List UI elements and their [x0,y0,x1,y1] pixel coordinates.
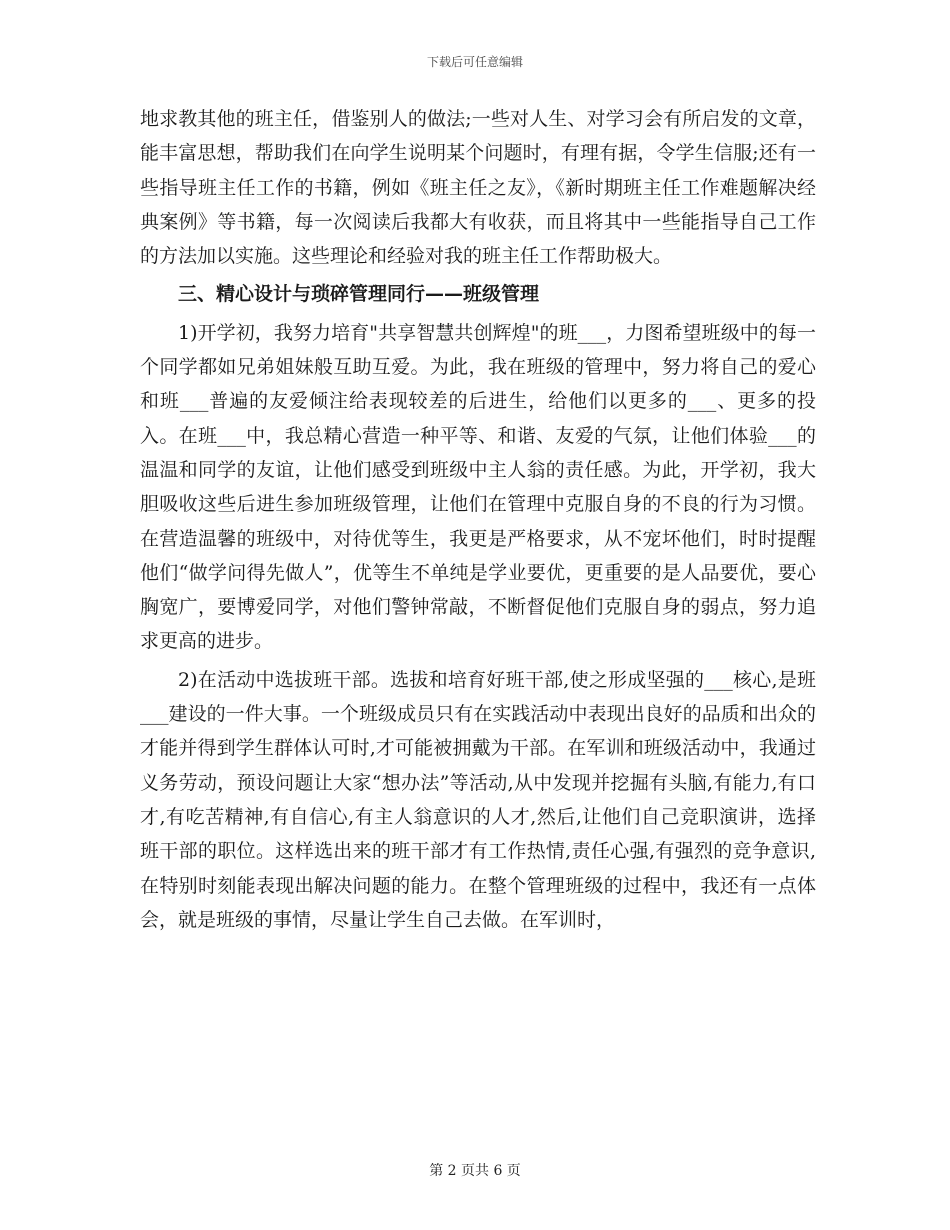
page-header: 下载后可任意编辑 [426,55,523,69]
paragraph-class-cadre: 2)在活动中选拔班干部。选拔和培育好班干部,使之形成坚强的___核心,是班___建设的一件大事。一个班级成员只有在实践活动中表现出良好的品质和出众的才能并得到学生群体认可时,才可能被拥戴为干部。在军训和班级活动中，我通过义务劳动，预设问题让大家“想办法”等活动,从中发现并挖掘有头脑,有能力,有口才,有吃苦精神,有自信心,有主人翁意识的人才,然后,让他们自己竞职演讲，选择班干部的职位。这样选出来的班干部才有工作热情,责任心强,有强烈的竞争意识,在特别时刻能表现出解决问题的能力。在整个管理班级的过程中，我还有一点体会，就是班级的事情，尽量让学生自己去做。在军训时， [140,668,816,931]
paragraph-class-culture: 1)开学初，我努力培育"共享智慧共创辉煌"的班___，力图希望班级中的每一个同学都如兄弟姐妹般互助互爱。为此，我在班级的管理中，努力将自己的爱心和班___普遍的友爱倾注给表现较差的后进生，给他们以更多的___、更多的投入。在班___中，我总精心营造一种平等、和谐、友爱的气氛，让他们体验___的温温和同学的友谊，让他们感受到班级中主人翁的责任感。为此，开学初，我大胆吸收这些后进生参加班级管理，让他们在管理中克服自身的不良的行为习惯。在营造温馨的班级中，对待优等生，我更是严格要求，从不宠坏他们，时时提醒他们“做学问得先做人”，优等生不单纯是学业要优，更重要的是人品要优，要心胸宽广，要博爱同学，对他们警钟常敲，不断督促他们克服自身的弱点，努力追求更高的进步。 [140,321,816,653]
section-heading: 三、精心设计与琐碎管理同行——班级管理 [178,283,540,306]
document-body [140,102,816,937]
paragraph-continuation: 地求教其他的班主任，借鉴别人的做法;一些对人生、对学习会有所启发的文章，能丰富思想，帮助我们在向学生说明某个问题时，有理有据，令学生信服;还有一些指导班主任工作的书籍，例如《班主任之友》，《新时期班主任工作难题解决经典案例》等书籍，每一次阅读后我都大有收获，而且将其中一些能指导自己工作的方法加以实施。这些理论和经验对我的班主任工作帮助极大。 [140,108,816,268]
page-footer: 第 2 页共 6 页 [429,1163,521,1179]
